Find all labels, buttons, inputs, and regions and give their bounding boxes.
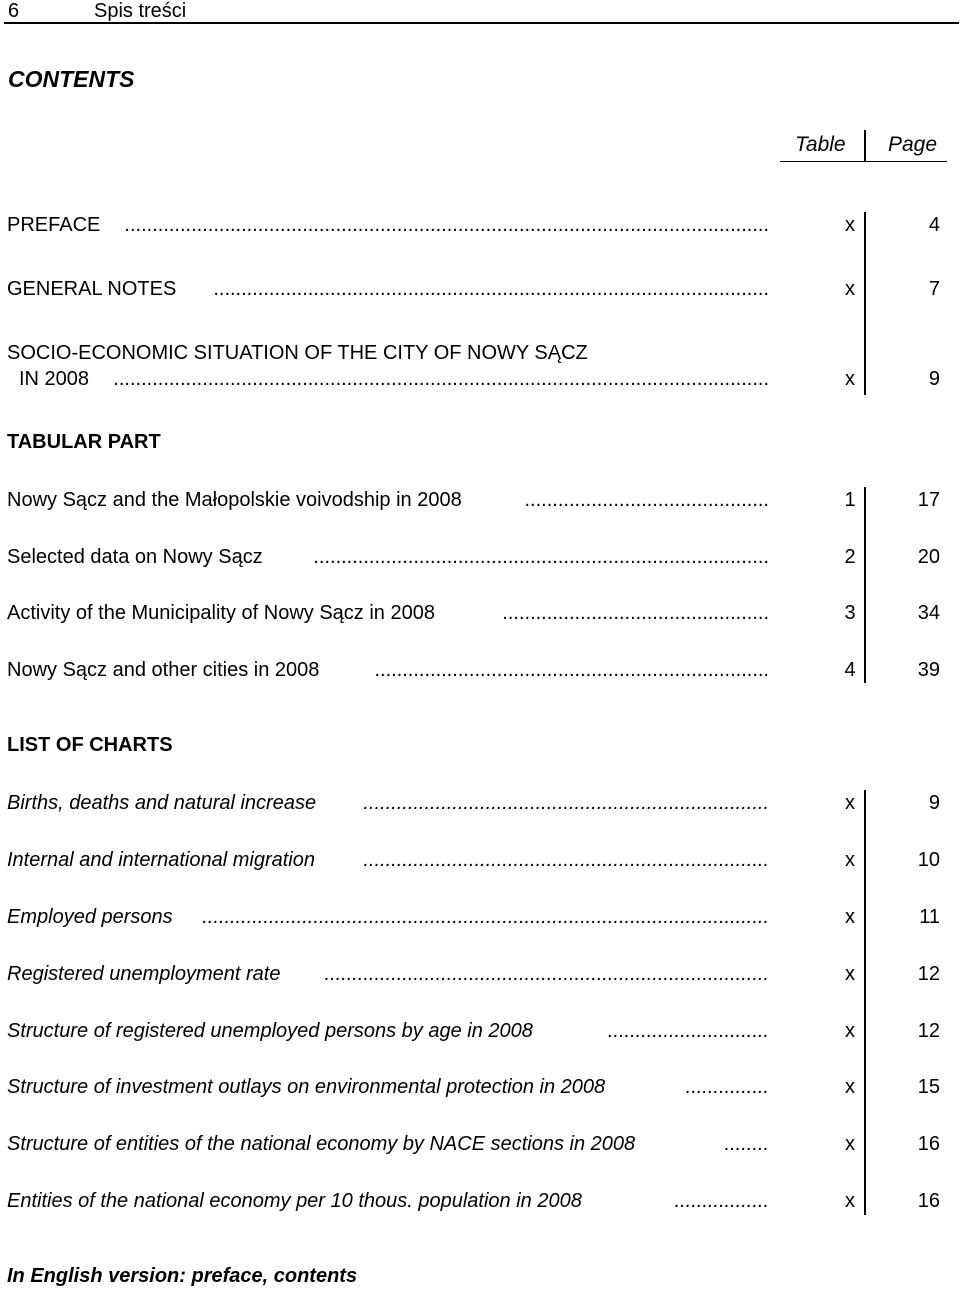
dot-leader: ...................................................................................................................... — [113, 368, 769, 390]
toc-entry-label: Activity of the Municipality of Nowy Sącz in 2008 — [7, 602, 435, 624]
dot-leader: ......................................................................... — [363, 849, 769, 871]
toc-entry-label: Nowy Sącz and the Małopolskie voivodship in 2008 — [7, 489, 462, 511]
toc-entry-label: Structure of entities of the national economy by NACE sections in 2008 — [7, 1133, 636, 1155]
toc-entry-page: 16 — [917, 1133, 940, 1155]
toc-entry-page: 34 — [917, 602, 940, 624]
toc-entry-page: 9 — [928, 792, 940, 814]
column-head-table: Table — [795, 133, 846, 156]
dot-leader: ........ — [724, 1133, 769, 1155]
toc-entry-table: x — [845, 1076, 855, 1098]
toc-entry-chart-2[interactable] — [7, 847, 769, 873]
toc-entry-chart-1[interactable] — [7, 790, 769, 816]
dot-leader: .................................................................................................................... — [124, 214, 769, 236]
dot-leader: ............................................ — [524, 489, 769, 511]
toc-entry-page: 11 — [919, 906, 940, 928]
dot-leader: ............... — [685, 1076, 769, 1098]
toc-entry-label: Structure of registered unemployed persons by age in 2008 — [7, 1020, 533, 1042]
toc-entry-chart-6[interactable] — [7, 1074, 769, 1100]
toc-entry-label-line1: SOCIO-ECONOMIC SITUATION OF THE CITY OF NOWY SĄCZ — [7, 342, 588, 364]
toc-entry-chart-4[interactable] — [7, 961, 769, 987]
toc-entry-label: Structure of investment outlays on environmental protection in 2008 — [7, 1076, 606, 1098]
toc-entry-page: 4 — [928, 214, 940, 236]
column-head-rule — [780, 161, 947, 162]
toc-entry-table: x — [845, 1133, 855, 1155]
toc-entry-table: 3 — [844, 602, 856, 624]
toc-entry-table: x — [845, 214, 855, 236]
toc-entry-label: Nowy Sącz and other cities in 2008 — [7, 659, 320, 681]
dot-leader: ...................................................................................................... — [202, 906, 769, 928]
toc-entry-page: 20 — [917, 546, 940, 568]
toc-entry-socio-economic-cont[interactable] — [7, 366, 769, 392]
toc-entry-label: Entities of the national economy per 10 thous. population in 2008 — [7, 1190, 582, 1212]
toc-entry-label: Internal and international migration — [7, 849, 315, 871]
toc-entry-table: x — [845, 792, 855, 814]
dot-leader: ......................................................................... — [363, 792, 769, 814]
toc-entry-table: x — [845, 849, 855, 871]
toc-entry-label: PREFACE — [7, 214, 101, 236]
toc-entry-label: Births, deaths and natural increase — [7, 792, 317, 814]
contents-title: CONTENTS — [8, 66, 135, 92]
dot-leader: ................................................ — [502, 602, 769, 624]
toc-entry-table: 2 — [844, 546, 856, 568]
page-number: 6 — [8, 0, 20, 22]
toc-entry-table-4[interactable] — [7, 657, 769, 683]
toc-entry-chart-8[interactable] — [7, 1188, 769, 1214]
dot-leader: .................................................................................. — [313, 546, 769, 568]
toc-entry-label: Employed persons — [7, 906, 173, 928]
section-heading-charts: LIST OF CHARTS — [7, 734, 173, 756]
toc-entry-table: 1 — [844, 489, 856, 511]
dot-leader: ....................................................................... — [374, 659, 769, 681]
toc-entry-page: 16 — [917, 1190, 940, 1212]
toc-entry-page: 7 — [928, 278, 940, 300]
dot-leader: ............................. — [607, 1020, 769, 1042]
dot-leader: ................. — [674, 1190, 769, 1212]
column-head-divider — [864, 130, 866, 162]
dot-leader: .................................................................................................... — [213, 278, 769, 300]
toc-entry-chart-3[interactable] — [7, 904, 769, 930]
toc-entry-table-1[interactable] — [7, 487, 769, 513]
column-head-page: Page — [888, 133, 938, 156]
running-title: Spis treści — [94, 0, 187, 22]
toc-entry-label-line2: IN 2008 — [19, 368, 90, 390]
toc-entry-preface[interactable] — [7, 212, 769, 238]
header-rule — [4, 22, 959, 24]
toc-entry-label: Selected data on Nowy Sącz — [7, 546, 263, 568]
toc-entry-chart-5[interactable] — [7, 1018, 769, 1044]
toc-entry-page: 39 — [917, 659, 940, 681]
toc-entry-socio-economic[interactable] — [7, 340, 769, 366]
toc-entry-page: 12 — [917, 1020, 940, 1042]
toc-entry-table: x — [845, 278, 855, 300]
divider-tabular — [864, 487, 866, 683]
dot-leader: ................................................................................ — [324, 963, 769, 985]
toc-entry-table-3[interactable] — [7, 600, 769, 626]
toc-entry-page: 15 — [917, 1076, 940, 1098]
toc-entry-label: GENERAL NOTES — [7, 278, 177, 300]
footer-note: In English version: preface, contents — [7, 1265, 358, 1287]
section-heading-tabular: TABULAR PART — [7, 431, 161, 453]
toc-entry-table: x — [845, 963, 855, 985]
toc-entry-page: 17 — [917, 489, 940, 511]
toc-entry-table: x — [845, 1020, 855, 1042]
toc-entry-page: 12 — [917, 963, 940, 985]
toc-entry-page: 10 — [917, 849, 940, 871]
toc-entry-table: x — [845, 1190, 855, 1212]
toc-entry-page: 9 — [928, 368, 940, 390]
toc-entry-table: 4 — [844, 659, 856, 681]
toc-entry-table-2[interactable] — [7, 544, 769, 570]
toc-entry-label: Registered unemployment rate — [7, 963, 281, 985]
toc-entry-table: x — [845, 368, 855, 390]
toc-entry-general-notes[interactable] — [7, 276, 769, 302]
toc-entry-chart-7[interactable] — [7, 1131, 769, 1157]
toc-entry-table: x — [845, 906, 855, 928]
